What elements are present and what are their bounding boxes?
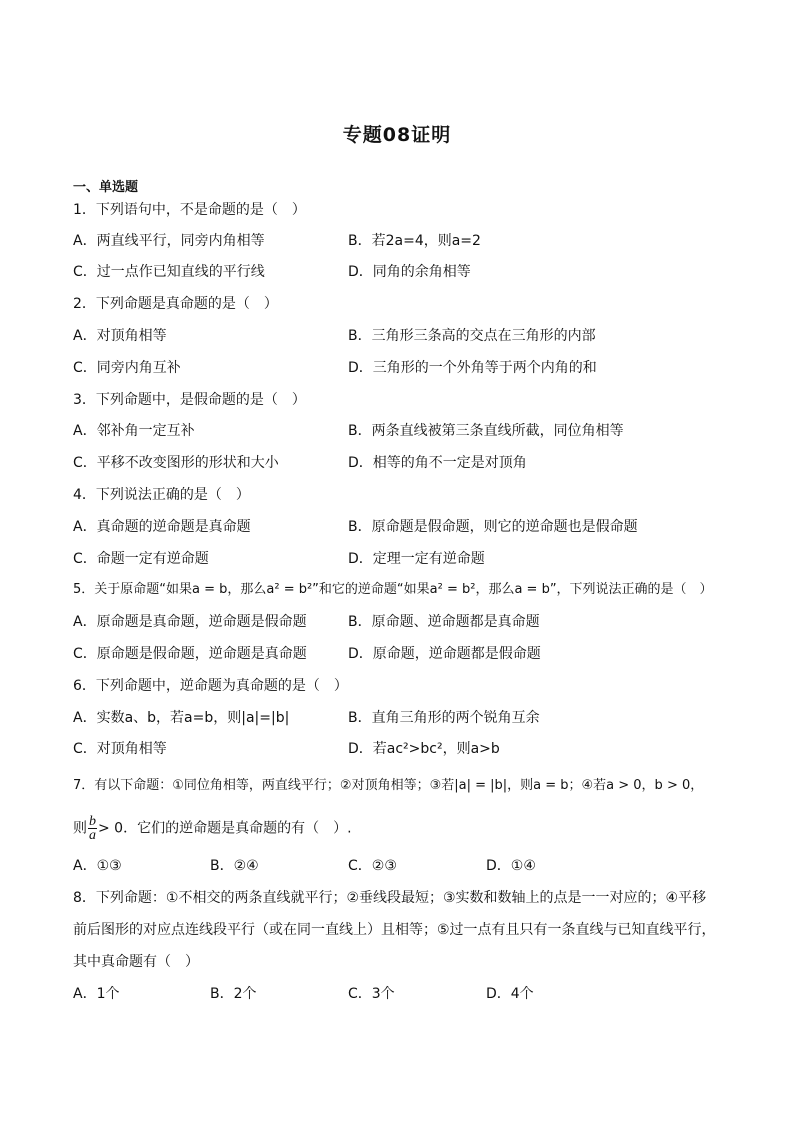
question-7-stem-line-1: 7．有以下命题：①同位角相等，两直线平行；②对顶角相等；③若|a| = |b|，则a = b；④若a > 0，b > 0，	[73, 778, 704, 793]
question-8-line-3: 其中真命题有（ ）	[73, 954, 199, 970]
question-3-stem: 3．下列命题中，是假命题的是（ ）	[73, 392, 306, 408]
question-1-stem: 1．下列语句中，不是命题的是（ ）	[73, 202, 306, 218]
fraction-denominator: a	[89, 828, 96, 843]
question-1-option-c: C．过一点作已知直线的平行线	[73, 264, 265, 280]
question-5-option-c: C．原命题是假命题，逆命题是真命题	[73, 646, 307, 662]
question-4-option-d: D．定理一定有逆命题	[348, 551, 485, 567]
question-4-option-b: B．原命题是假命题，则它的逆命题也是假命题	[348, 519, 638, 535]
question-7-suffix: > 0．它们的逆命题是真命题的有（ ）.	[98, 820, 352, 837]
question-1-option-b: B．若2a=4，则a=2	[348, 233, 481, 249]
question-2-option-c: C．同旁内角互补	[73, 360, 181, 376]
question-1-option-a: A．两直线平行，同旁内角相等	[73, 233, 265, 249]
section-heading: 一、单选题	[73, 180, 139, 195]
question-3-option-b: B．两条直线被第三条直线所截，同位角相等	[348, 423, 624, 439]
question-6-option-a: A．实数a、b，若a=b，则|a|=|b|	[73, 710, 290, 726]
question-3-option-a: A．邻补角一定互补	[73, 423, 195, 439]
question-6-stem: 6．下列命题中，逆命题为真命题的是（ ）	[73, 678, 348, 694]
question-3-option-d: D．相等的角不一定是对顶角	[348, 455, 527, 471]
question-5-stem: 5．关于原命题“如果a = b，那么a² = b²”和它的逆命题“如果a² = b²，那么a = b”，下列说法正确的是（ ）	[73, 582, 713, 597]
question-5-option-a: A．原命题是真命题，逆命题是假命题	[73, 614, 307, 630]
question-2-option-a: A．对顶角相等	[73, 328, 167, 344]
question-8-option-b: B．2个	[210, 986, 257, 1002]
page-title: 专题08证明	[342, 124, 452, 146]
fraction-numerator: b	[89, 814, 96, 829]
question-5-option-d: D．原命题，逆命题都是假命题	[348, 646, 541, 662]
question-6-option-b: B．直角三角形的两个锐角互余	[348, 710, 540, 726]
question-8-option-c: C．3个	[348, 986, 395, 1002]
question-8-line-1: 8．下列命题：①不相交的两条直线就平行；②垂线段最短；③实数和数轴上的点是一一对应的；④平移	[73, 890, 707, 906]
question-8-line-2: 前后图形的对应点连线段平行（或在同一直线上）且相等；⑤过一点有且只有一条直线与已知直线平行，	[73, 922, 716, 938]
question-7-prefix: 则	[73, 820, 87, 837]
question-7-option-d: D．①④	[486, 858, 536, 874]
question-8-option-d: D．4个	[486, 986, 534, 1002]
question-6-option-c: C．对顶角相等	[73, 741, 167, 757]
question-8-option-a: A．1个	[73, 986, 120, 1002]
question-3-option-c: C．平移不改变图形的形状和大小	[73, 455, 279, 471]
question-6-option-d: D．若ac²>bc²，则a>b	[348, 741, 500, 757]
question-1-option-d: D．同角的余角相等	[348, 264, 471, 280]
question-2-option-b: B．三角形三条高的交点在三角形的内部	[348, 328, 596, 344]
question-5-option-b: B．原命题、逆命题都是真命题	[348, 614, 540, 630]
question-2-stem: 2．下列命题是真命题的是（ ）	[73, 296, 278, 312]
question-7-option-a: A．①③	[73, 858, 122, 874]
question-7-stem-line-2	[73, 815, 352, 842]
question-4-option-c: C．命题一定有逆命题	[73, 551, 209, 567]
fraction	[88, 815, 97, 842]
question-2-option-d: D．三角形的一个外角等于两个内角的和	[348, 360, 597, 376]
question-4-option-a: A．真命题的逆命题是真命题	[73, 519, 251, 535]
question-7-option-b: B．②④	[210, 858, 259, 874]
question-7-option-c: C．②③	[348, 858, 397, 874]
question-4-stem: 4．下列说法正确的是（ ）	[73, 487, 250, 503]
